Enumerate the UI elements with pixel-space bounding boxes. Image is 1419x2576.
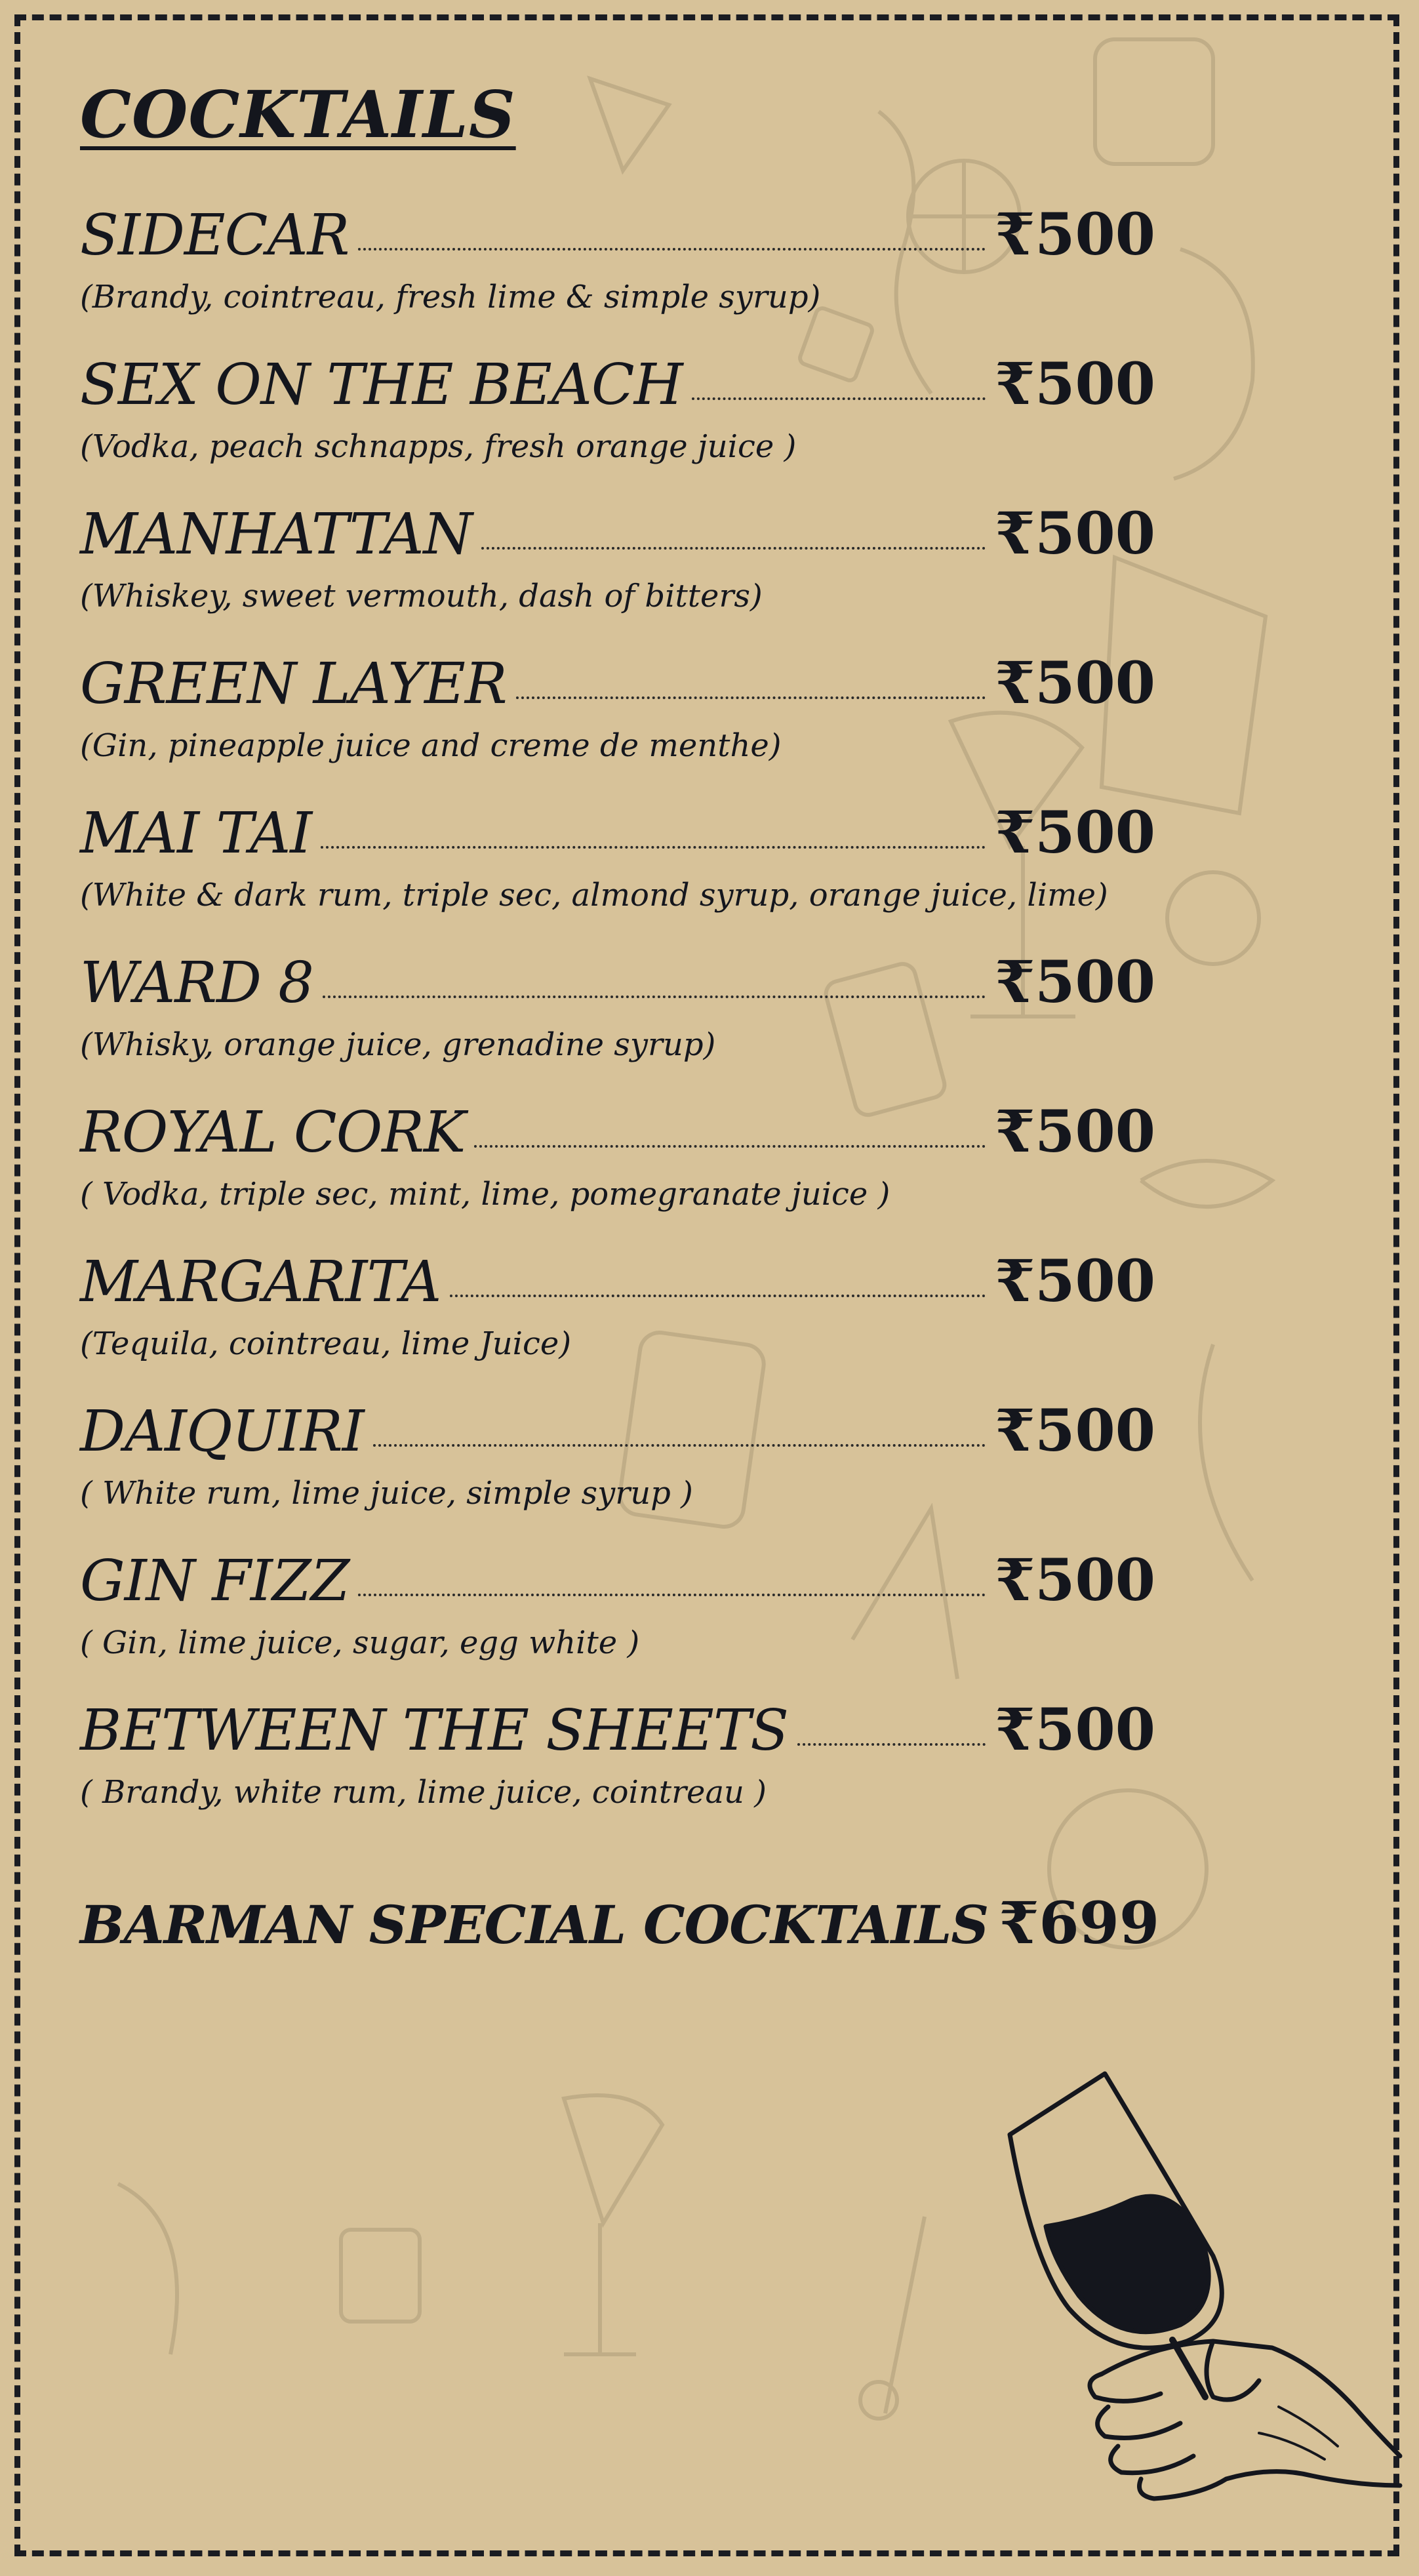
thumb — [1207, 2341, 1259, 2400]
menu-item — [80, 350, 1155, 499]
item-name: ROYAL CORK — [80, 1100, 466, 1165]
item-price: ₹500 — [995, 350, 1155, 418]
item-name: MAI TAI — [80, 801, 312, 866]
dot-leader — [797, 1743, 986, 1746]
menu-item — [80, 798, 1155, 948]
item-price: ₹500 — [995, 499, 1155, 567]
finger-three — [1111, 2446, 1193, 2473]
item-name: BETWEEN THE SHEETS — [80, 1698, 789, 1763]
menu-item — [80, 1396, 1155, 1546]
item-description: (Gin, pineapple juice and creme de menthe) — [80, 727, 782, 764]
dot-leader — [450, 1295, 986, 1297]
dot-leader — [321, 846, 986, 849]
finger-two — [1098, 2407, 1180, 2438]
item-price: ₹500 — [995, 1396, 1155, 1464]
item-description: (Tequila, cointreau, lime Juice) — [80, 1325, 572, 1362]
item-price: ₹500 — [995, 1695, 1155, 1763]
menu-item — [80, 200, 1155, 350]
wine-glass-in-hand-icon — [997, 2066, 1410, 2505]
item-price: ₹500 — [995, 1097, 1155, 1165]
item-price: ₹500 — [995, 649, 1155, 717]
item-description: ( Brandy, white rum, lime juice, cointreau ) — [80, 1774, 767, 1811]
glass-stem — [1172, 2340, 1205, 2397]
dot-leader — [692, 397, 986, 400]
hand-lower-edge — [1140, 2472, 1401, 2499]
menu-title: COCKTAILS — [80, 77, 516, 153]
item-name: MANHATTAN — [80, 502, 472, 567]
dot-leader — [481, 547, 986, 550]
item-description: (Whisky, orange juice, grenadine syrup) — [80, 1026, 716, 1063]
dot-leader — [358, 248, 986, 251]
item-name: GREEN LAYER — [80, 651, 507, 717]
menu-item — [80, 1695, 1155, 1845]
hand-shading — [1259, 2407, 1338, 2459]
menu-item — [80, 1247, 1155, 1396]
item-description: (Brandy, cointreau, fresh lime & simple syrup) — [80, 279, 821, 315]
special-name: BARMAN SPECIAL COCKTAILS — [80, 1894, 989, 1956]
item-description: ( White rum, lime juice, simple syrup ) — [80, 1475, 693, 1512]
item-description: ( Gin, lime juice, sugar, egg white ) — [80, 1624, 640, 1661]
item-name: DAIQUIRI — [80, 1399, 364, 1464]
item-description: (White & dark rum, triple sec, almond syrup, orange juice, lime) — [80, 877, 1108, 914]
item-price: ₹500 — [995, 798, 1155, 866]
dot-leader — [323, 996, 986, 998]
dot-leader — [474, 1145, 986, 1148]
item-price: ₹500 — [995, 200, 1155, 268]
special-price: ₹699 — [999, 1889, 1160, 1957]
special-item — [80, 1889, 1160, 1960]
menu-item — [80, 1546, 1155, 1695]
dot-leader — [358, 1594, 986, 1596]
menu-item — [80, 948, 1155, 1097]
item-name: MARGARITA — [80, 1249, 441, 1315]
cocktail-list — [80, 200, 1155, 1845]
item-description: (Vodka, peach schnapps, fresh orange juice ) — [80, 428, 797, 465]
menu-item — [80, 1097, 1155, 1247]
menu-item — [80, 499, 1155, 649]
item-name: SIDECAR — [80, 203, 350, 268]
item-name: SEX ON THE BEACH — [80, 352, 683, 418]
item-name: GIN FIZZ — [80, 1548, 350, 1614]
item-description: (Whiskey, sweet vermouth, dash of bitters) — [80, 578, 763, 614]
finger-one — [1090, 2374, 1161, 2401]
menu-item — [80, 649, 1155, 798]
item-price: ₹500 — [995, 1247, 1155, 1315]
dot-leader — [373, 1444, 986, 1447]
item-name: WARD 8 — [80, 950, 313, 1016]
item-price: ₹500 — [995, 1546, 1155, 1614]
item-price: ₹500 — [995, 948, 1155, 1016]
dot-leader — [516, 696, 986, 699]
item-description: ( Vodka, triple sec, mint, lime, pomegranate juice ) — [80, 1176, 890, 1213]
